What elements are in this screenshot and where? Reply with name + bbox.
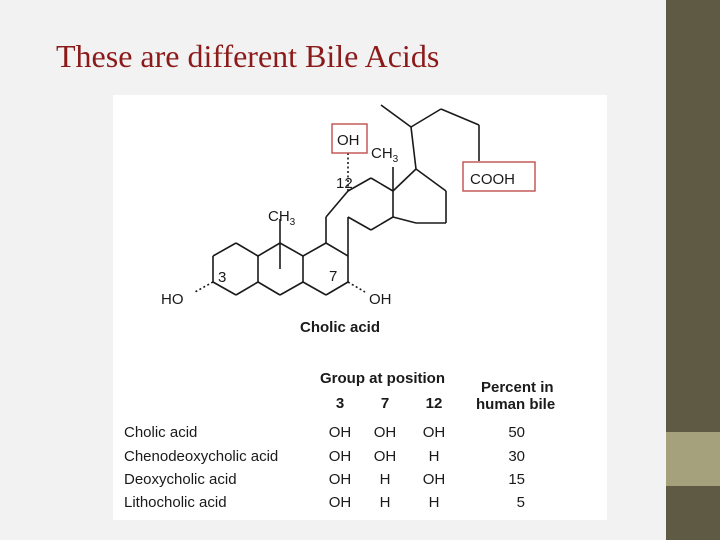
row-p7: H xyxy=(379,494,391,511)
table-row xyxy=(124,494,525,511)
percent-header-line1: Percent in xyxy=(481,379,554,396)
label-position-12: 12 xyxy=(336,175,353,192)
row-p3: OH xyxy=(328,471,352,488)
row-name: Deoxycholic acid xyxy=(124,471,237,488)
row-p12: H xyxy=(428,494,440,511)
structure-diagram xyxy=(113,95,607,520)
slide-title: These are different Bile Acids xyxy=(56,38,440,74)
table-row xyxy=(124,448,525,465)
row-p7: OH xyxy=(373,448,397,465)
label-oh-top: OH xyxy=(337,132,360,149)
table-row xyxy=(124,471,525,488)
row-p12: OH xyxy=(422,471,446,488)
group-position-header: Group at position xyxy=(320,370,445,387)
row-p3: OH xyxy=(328,424,352,441)
table-header xyxy=(320,370,555,413)
row-percent: 30 xyxy=(508,448,525,465)
row-p3: OH xyxy=(328,494,352,511)
label-ch3-lower: $CH_3$ xyxy=(268,208,296,228)
row-p12: OH xyxy=(422,424,446,441)
row-p7: H xyxy=(379,471,391,488)
label-position-3: 3 xyxy=(218,269,227,286)
label-ch3-upper: $CH_3$ xyxy=(371,145,399,165)
position-7-header: 7 xyxy=(380,395,390,412)
row-name: Cholic acid xyxy=(124,424,198,441)
label-position-7: 7 xyxy=(329,268,338,285)
row-name: Chenodeoxycholic acid xyxy=(124,448,279,465)
position-12-header: 12 xyxy=(425,395,443,412)
label-oh-bottom: OH xyxy=(369,291,392,308)
table-row xyxy=(124,424,525,441)
row-name: Lithocholic acid xyxy=(124,494,227,511)
structure-name: Cholic acid xyxy=(300,319,381,336)
row-percent: 5 xyxy=(516,494,525,511)
position-3-header: 3 xyxy=(335,395,345,412)
row-p7: OH xyxy=(373,424,397,441)
label-cooh: COOH xyxy=(470,171,515,188)
row-percent: 15 xyxy=(508,471,525,488)
percent-header-line2: human bile xyxy=(476,396,556,413)
row-p3: OH xyxy=(328,448,352,465)
row-p12: H xyxy=(428,448,440,465)
bile-acid-figure xyxy=(113,95,607,520)
decorative-side-band-accent xyxy=(666,432,720,486)
row-percent: 50 xyxy=(508,424,525,441)
label-ho-left: HO xyxy=(161,291,184,308)
